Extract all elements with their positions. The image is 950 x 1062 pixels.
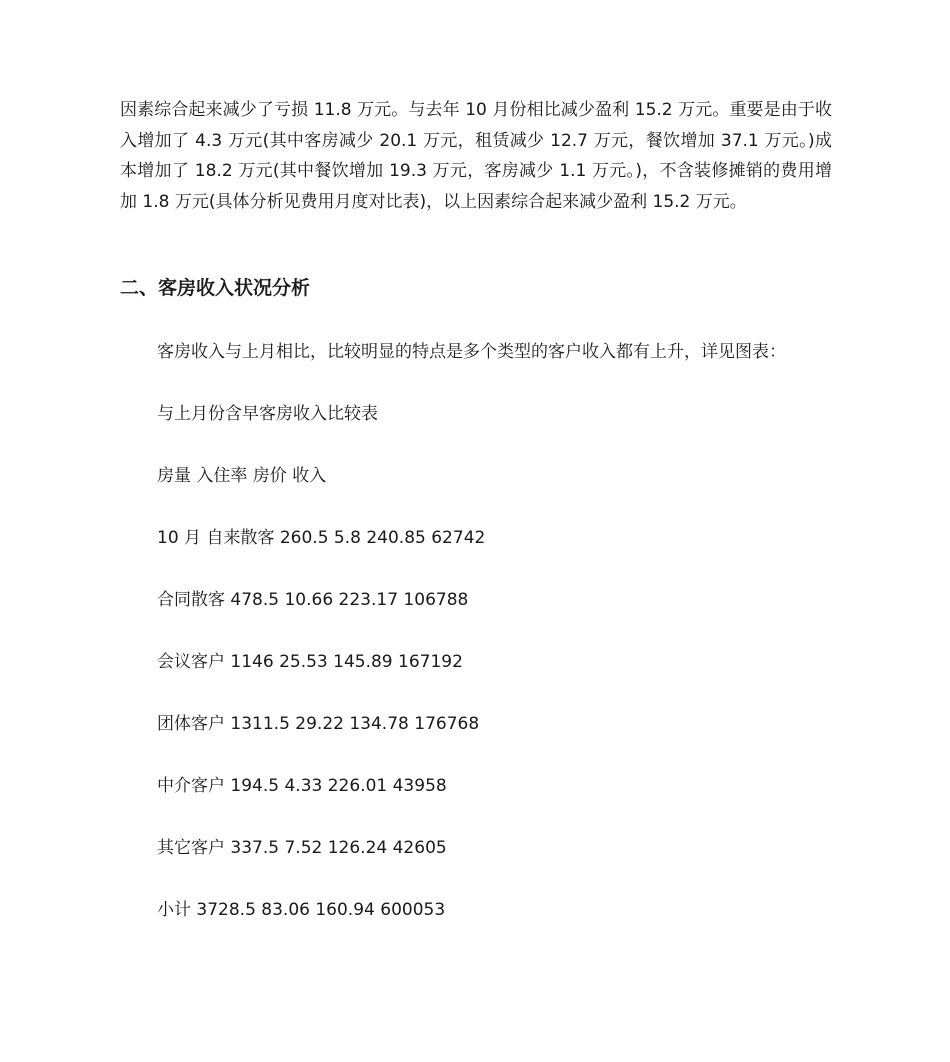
table-row: 合同散客 478.5 10.66 223.17 106788 [157,590,469,610]
table-row: 团体客户 1311.5 29.22 134.78 176768 [157,714,480,734]
table-title: 与上月份含早客房收入比较表 [157,404,378,424]
table-row: 10 月 自来散客 260.5 5.8 240.85 62742 [157,528,486,548]
table-header: 房量 入住率 房价 收入 [157,466,327,486]
table-row: 会议客户 1146 25.53 145.89 167192 [157,652,463,672]
section-intro: 客房收入与上月相比，比较明显的特点是多个类型的客户收入都有上升，详见图表： [157,342,786,362]
summary-paragraph: 因素综合起来减少了亏损 11.8 万元。与去年 10 月份相比减少盈利 15.2 万元。重要是由于收入增加了 4.3 万元(其中客房减少 20.1 万元，租赁减少 12.7 万元，餐饮增加 37.1 万元。)成本增加了 18.2 万元(其中餐饮增加 19.3 万元，客房减少 1.1 万元。)，不含装修摊销的费用增加 1.8 万元(具体分析见费用月度对比表)，以上因素综合起来减少盈利 15.2 万元。 [120,100,832,212]
section-heading: 二、客房收入状况分析 [120,277,311,299]
table-row: 其它客户 337.5 7.52 126.24 42605 [157,838,447,858]
table-row-total: 小计 3728.5 83.06 160.94 600053 [157,900,446,920]
table-row: 中介客户 194.5 4.33 226.01 43958 [157,776,447,796]
